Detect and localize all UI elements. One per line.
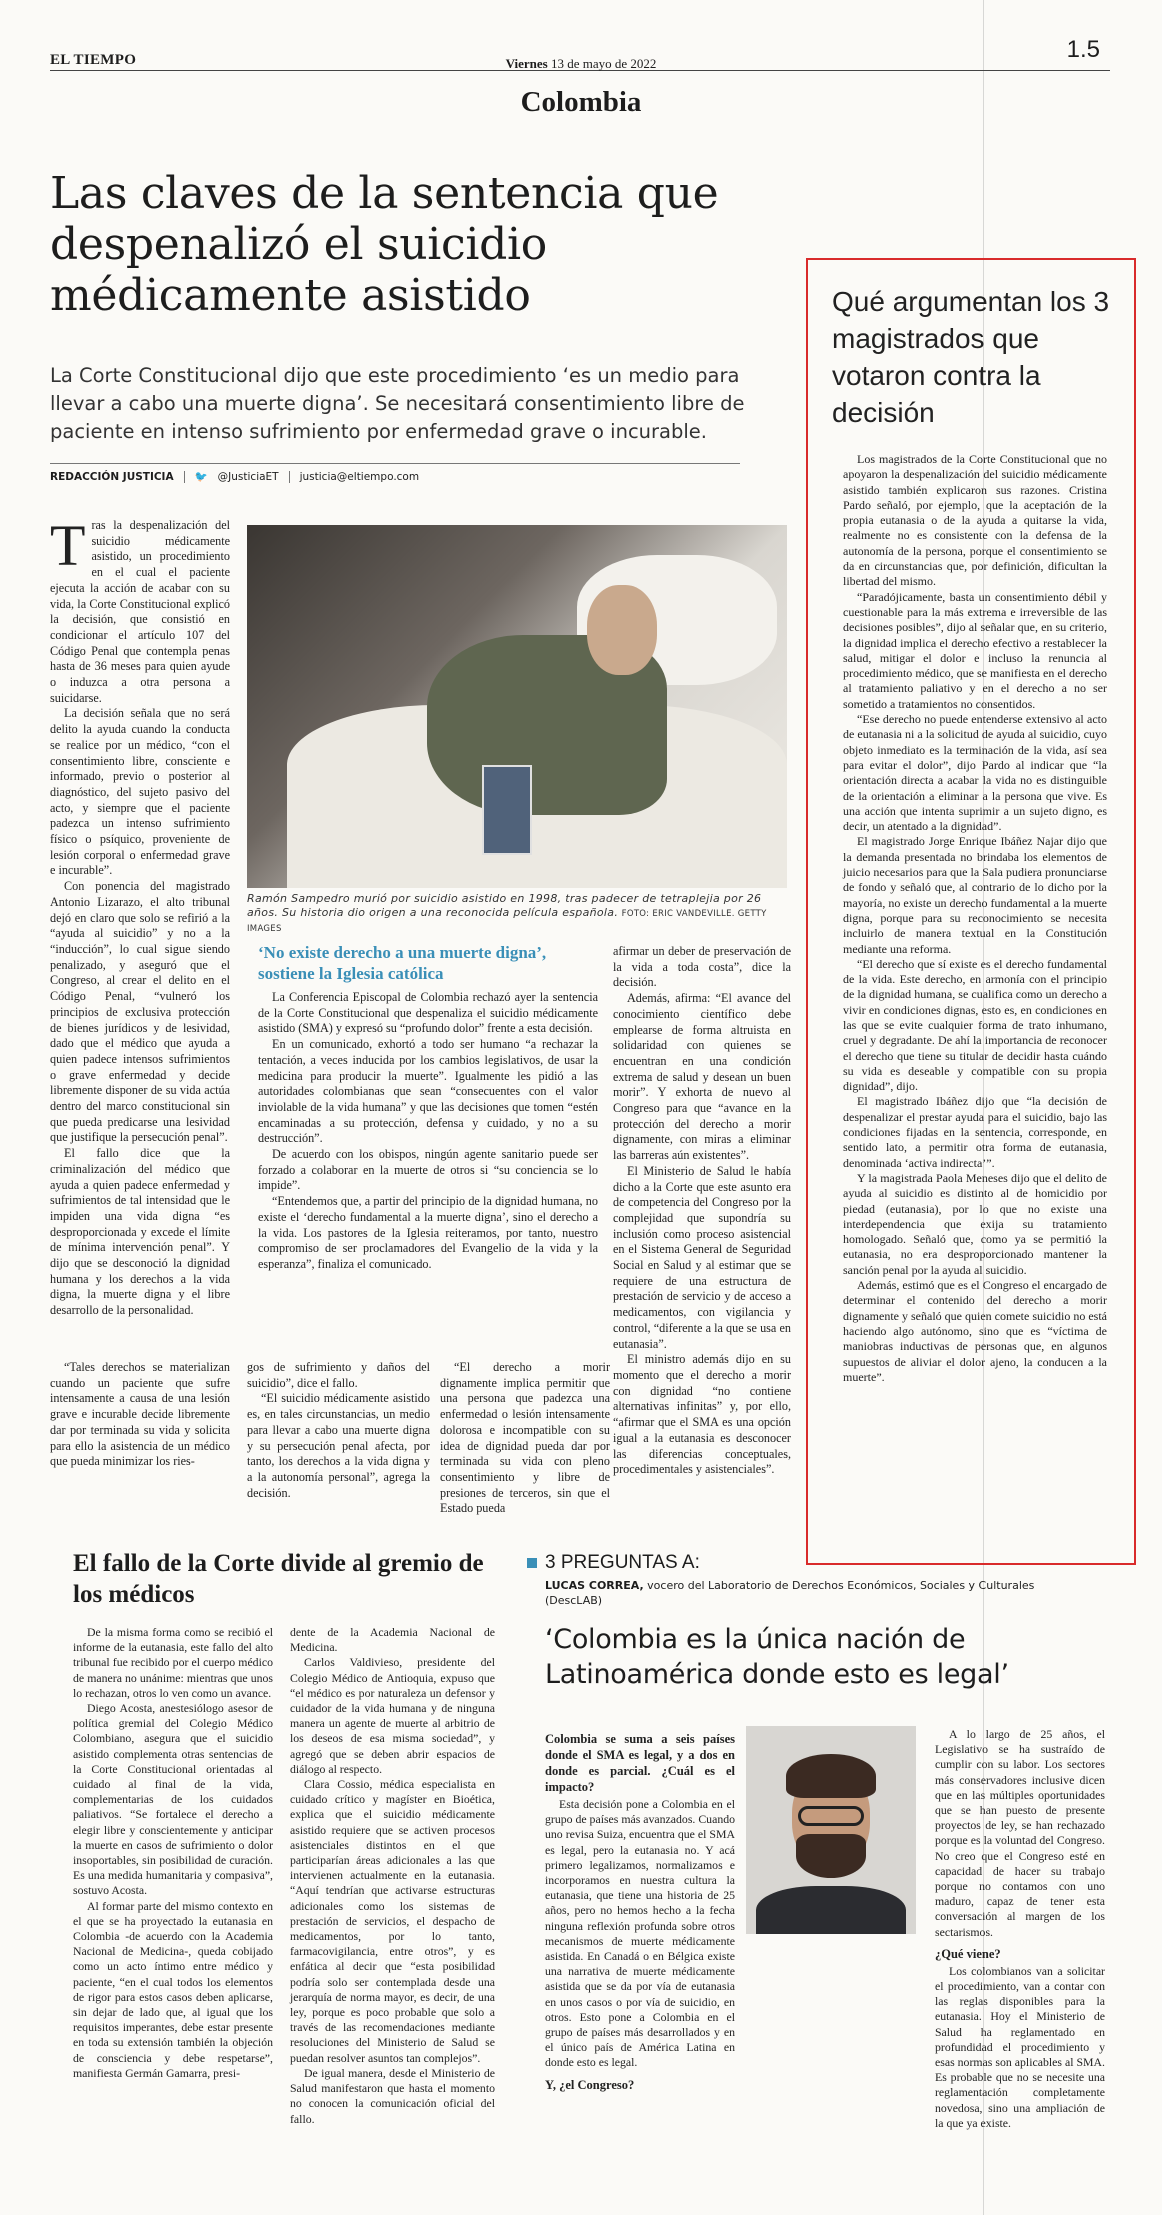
paragraph: “El suicidio médicamente asistido es, en tales circunstancias, un medio para llevar a cabo una muerte digna y su persecución penal afecta, por tanto, los derechos a la vida digna y a la autonomía personal”, agrega la decisión.	[247, 1391, 430, 1500]
paragraph: La decisión señala que no será delito la ayuda cuando la conducta se realice por un médico, “con el consentimiento libre, consciente e informado, previo o posterior al diagnóstico, del sujeto pasivo del acto, y siempre que el paciente padezca un intenso sufrimiento físico o psíquico, proveniente de lesión corporal o enfermedad grave e incurable”.	[50, 706, 230, 878]
drop-cap: T	[50, 513, 86, 578]
date-rest: 13 de mayo de 2022	[550, 56, 657, 71]
paragraph: Diego Acosta, anestesiólogo asesor de política gremial del Colegio Médico Colombiano, asegura que el suicidio asistido complementa otras sentencias de la Corte Constitucional orientadas al cuidado al final de la vida, complementarias de los cuidados paliativos. “Se fortalece el derecho a elegir libre y conscientemente y anticipar la muerte en casos de sufrimiento o dolor insoportables, sin posibilidad de curación. Es una medida humanitaria y compasiva”, sostuvo Acosta.	[73, 1701, 273, 1898]
date-day: Viernes	[505, 56, 548, 71]
byline-twitter[interactable]: @JusticiaET	[217, 470, 279, 483]
paragraph: Al formar parte del mismo contexto en el que se ha proyectado la eutanasia en Colombia -de acuerdo con la Academia Nacional de Medicina-, queda cobijado como un acto íntimo entre médico y paciente, “en el cual todos los elementos de rigor para estos casos deben aplicarse, sin dejar de lado que, al igual que los requisitos imperantes, debe estar presente en toda su extensión también la objeción de consciencia y debe respetarse”, manifiesta Germán Gamarra, presi-	[73, 1898, 273, 2080]
doctors-column-1	[73, 1625, 273, 2081]
answer: A lo largo de 25 años, el Legislativo se ha sustraído de cumplir con su labor. Los sectores más conservadores inclusive dicen que en las múltiples oportunidades que se han puesto de presente proyectos de ley, se han rechazado porque es la voluntad del Congreso. No creo que el Congreso esté en capacidad de hacer su trabajo porque no contamos con uno maduro, capaz de tener esta conversación al margen de los sectarismos.	[935, 1727, 1105, 1939]
paragraph: “Ese derecho no puede entenderse extensivo al acto de eutanasia ni a la solicitud de ayuda al suicidio, cuyo objeto inmediato es la terminación de la vida, así sea para evitar el dolor”, dijo Pardo al indicar que “la orientación directa a acabar la vida no es distinguible de la orientación a eliminar a la persona que vive. Es una acción que intenta suprimir a un sujeto digno, es decir, un atentado a la dignidad”.	[843, 712, 1107, 834]
caption-text: Ramón Sampedro murió por suicidio asistido en 1998, tras padecer de tetraplejia por 26 años. Su historia dio origen a una reconocida película española.	[247, 892, 762, 919]
church-subheading: ‘No existe derecho a una muerte digna’, sostiene la Iglesia católica	[258, 943, 547, 983]
paragraph: Además, estimó que es el Congreso el encargado de determinar el contenido del derecho a morir dignamente y señaló que quien comete suicidio no está haciendo algo autónomo, sino que es “víctima de maniobras inductivas de personas que, en algunos supuestos de aliviar el dolor ajeno, la conducen a la muerte”.	[843, 1278, 1107, 1384]
questions-tag	[527, 1552, 700, 1574]
paragraph: “Paradójicamente, basta un consentimiento débil y cuestionable para la más extrema e irreversible de las decisiones posibles”, dijo al señalar que, en su criterio, la dignidad implica el derecho efectivo a restablecer la salud, mitigar el dolor e incluso la renuncia al procedimiento médico, que se manifiesta en el derecho al tratamiento paliativo y en el derecho a no ser sometido a tratamientos no consentidos.	[843, 589, 1107, 711]
article-column-3-bottom	[440, 1360, 610, 1517]
paragraph: De acuerdo con los obispos, ningún agente sanitario puede ser forzado a colaborar en la muerte de otros si “su conciencia se lo impide”.	[258, 1147, 598, 1193]
paragraph: El magistrado Jorge Enrique Ibáñez Najar dijo que la demanda presentada no brindaba los elementos de juicio necesarios para que la Sala pudiera pronunciarse de fondo y señaló que, al contrario de lo dicho por la mayoría, no existe un derecho fundamental a la muerte digna, porque para su reconocimiento se necesita incluirlo de manera textual en la Constitución mediante una reforma.	[843, 834, 1107, 956]
section-title: Colombia	[520, 86, 642, 118]
square-bullet-icon	[527, 1558, 537, 1568]
byline-email[interactable]: justicia@eltiempo.com	[299, 470, 420, 483]
byline-divider	[289, 471, 290, 483]
deck: La Corte Constitucional dijo que este procedimiento ‘es un medio para llevar a cabo una muerte digna’. Se necesitará consentimiento libre de paciente en intenso sufrimiento por enfermedad grave o incurable.	[50, 364, 745, 443]
masthead: EL TIEMPO	[50, 52, 137, 68]
question: ¿Qué viene?	[935, 1946, 1001, 1961]
paragraph: gos de sufrimiento y daños del suicidio”, dice el fallo.	[247, 1360, 430, 1390]
paragraph: Clara Cossio, médica especialista en cuidado crítico y magíster en Bioética, explica que el suicidio médicamente asistido requiere que se activen procesos asistenciales distintos en el que participarían áreas adicionales a las que intervienen actualmente en la eutanasia. “Aquí tendrían que activarse estructuras adicionales como los sistemas de prestación de servicios, el despacho de medicamentos, por lo tanto, farmacovigilancia, entre otros”, y es enfática al decir que “esta posibilidad podría solo ser contemplada desde una jerarquía de norma mayor, es decir, de una ley, porque es poco probable que solo a través de las recomendaciones mediante resoluciones del Ministerio de Salud se puedan resolver asuntos tan complejos”.	[290, 1777, 495, 2065]
sidebar-heading: Qué argumentan los 3 magistrados que votaron contra la decisión	[832, 286, 1110, 428]
answer: Los colombianos van a solicitar el procedimiento, van a contar con las reglas disponibles para la eutanasia. Hoy el Ministerio de Salud ha reglamentado en profundidad el procedimiento y esas normas son aplicables al SMA. Es probable que no se necesite una reglamentación completamente novedosa, sino una ampliación de la que ya existe.	[935, 1963, 1105, 2130]
interviewee-name: LUCAS CORREA,	[545, 1579, 644, 1592]
interview-column-1	[545, 1725, 735, 2095]
interviewee	[545, 1578, 1045, 1608]
byline	[50, 463, 740, 483]
interviewee-portrait	[746, 1726, 916, 1934]
sidebar-column	[843, 452, 1107, 1385]
date-line	[0, 56, 1162, 72]
paragraph: Con ponencia del magistrado Antonio Lizarazo, el alto tribunal dejó en claro que solo se refirió a la “ayuda al suicidio” y no a la “inducción”, lo cual sigue siendo penalizado, y aseguró que el Congreso, al crear el delito en el Código Penal, “vulneró los principios de exclusiva protección de bienes jurídicos y de lesividad, dado que el médico que ayuda a quien padece intensos sufrimientos o grave enfermedad y decide libremente disponer de su vida actúa dentro del marco constitucional sin que pueda predicarse una lesividad que justifique la persecución penal”.	[50, 879, 230, 1145]
paragraph: De la misma forma como se recibió el informe de la eutanasia, este fallo del alto tribunal fue recibido por el cuerpo médico de manera no unánime: mientras que unos lo rechazan, otros lo ven como un avance.	[73, 1625, 273, 1700]
photo-credit: FOTO: ERIC VANDEVILLE. GETTY IMAGES	[247, 909, 767, 934]
article-column-1	[50, 513, 230, 1319]
byline-divider	[184, 471, 185, 483]
paragraph: “El derecho a morir dignamente implica permitir que una persona que padezca una enfermedad o lesión intensamente dolorosa e incompatible con su idea de dignidad pueda dar por terminada su vida con pleno consentimiento y libre de presiones de terceros, sin que el Estado pueda	[440, 1360, 610, 1516]
paragraph: “Entendemos que, a partir del principio de la dignidad humana, no existe el ‘derecho fundamental a la muerte digna’, sino el derecho a la vida. Los pastores de la Iglesia reiteramos, por tanto, nuestro compromiso de ser proclamadores del Evangelio de la vida y la esperanza”, finaliza el comunicado.	[258, 1194, 598, 1271]
paragraph: Los magistrados de la Corte Constitucional que no apoyaron la despenalización del suicidio médicamente asistido también explicaron sus razones. Cristina Pardo señaló, por ejemplo, que la aceptación de la propia eutanasia o de la ayuda a quitarse la vida, realmente no es consistente con la defensa de la autonomía de la persona, porque el consentimiento se da en circunstancias que, por definición, dificultan la libertad del mismo.	[843, 452, 1107, 589]
paragraph: afirmar un deber de preservación de la vida a toda costa”, dice la decisión.	[613, 944, 791, 990]
paragraph: Y la magistrada Paola Meneses dijo que el delito de ayuda al suicidio es distinto al de homicidio por piedad (eutanasia), por lo que no existe una interdependencia que exija su tratamiento homologado. Señaló que, como ya se permitió la eutanasia, no era desproporcionado mantener la sanción penal por la ayuda al suicidio.	[843, 1170, 1107, 1277]
interviewee-role: vocero del Laboratorio de Derechos Económicos, Sociales y Culturales (DescLAB)	[545, 1579, 1035, 1607]
paragraph: ras la despenalización del suicidio médicamente asistido, un procedimiento en el cual el paciente ejecuta la acción de acabar con su vida, la Corte Constitucional explicó la decisión, que consistió en condicionar el artículo 107 del Código Penal que contempla penas hasta de 36 meses para quien ayude o induzca a otra persona a suicidarse.	[50, 518, 230, 705]
page-number: 1.5	[1066, 36, 1100, 63]
headline: Las claves de la sentencia que despenalizó el suicidio médicamente asistido	[50, 168, 719, 321]
interview-headline: ‘Colombia es la única nación de Latinoamérica donde esto es legal’	[545, 1624, 1009, 1690]
paragraph: dente de la Academia Nacional de Medicina.	[290, 1625, 495, 1655]
doctors-heading: El fallo de la Corte divide al gremio de los médicos	[73, 1550, 484, 1608]
paragraph: El ministro además dijo en su momento que el derecho a morir con dignidad “no contiene alternativas infinitas” y, por ello, “afirmar que el SMA es una opción igual a la eutanasia es desconocer las diferencias conceptuales, procedimentales y asistenciales”.	[613, 1352, 791, 1477]
church-column	[258, 990, 598, 1273]
paragraph: El fallo dice que la criminalización del médico que ayuda a quien padece enfermedad y sufrimientos de tal intensidad que le impiden una vida digna “es desproporcionada y excede el límite de mínima intervención penal”. Y dijo que se desconoció la dignidad humana y los derechos a la vida digna, la muerte digna y el libre desarrollo de la personalidad.	[50, 1146, 230, 1318]
paragraph: De igual manera, desde el Ministerio de Salud manifestaron que hasta el momento no conocen la comunicación oficial del fallo.	[290, 2065, 495, 2126]
paragraph: El magistrado Ibáñez dijo que “la decisión de despenalizar el prestar ayuda para el suicidio, bajo las condiciones fijadas en la sentencia, corresponde, en sentido lato, a permitir otra forma de eutanasia, denominada ‘activa indirecta’”.	[843, 1094, 1107, 1170]
question: Y, ¿el Congreso?	[545, 2077, 635, 2092]
paragraph: “Tales derechos se materializan cuando un paciente que sufre intensamente a causa de una lesión grave e incurable decide libremente dar por terminada su vida y solicita para ello la asistencia de un médico que pueda minimizar los ries-	[50, 1360, 230, 1469]
twitter-icon: 🐦	[194, 471, 208, 483]
question: Colombia se suma a seis países donde el SMA es legal, y a dos en donde es parcial. ¿Cuál es el impacto?	[545, 1732, 735, 1794]
paragraph: En un comunicado, exhortó a todo ser humano “a rechazar la tentación, a veces inducida por los cambios legislativos, de usar la medicina para producir la muerte”. Igualmente les pidió a las autoridades colombianas que sean “consecuentes con el valor inviolable de la vida humana” y que las decisiones que tomen “estén encaminadas a su protección, defensa y cuidado, y no a su destrucción”.	[258, 1037, 598, 1146]
questions-tag-label: 3 PREGUNTAS A:	[545, 1552, 700, 1573]
interview-column-2	[935, 1727, 1105, 2131]
byline-author: REDACCIÓN JUSTICIA	[50, 470, 174, 483]
article-column-1-bottom	[50, 1360, 230, 1470]
article-column-3	[613, 944, 791, 1478]
article-photo	[247, 525, 787, 888]
answer: Esta decisión pone a Colombia en el grupo de países más avanzados. Cuando uno revisa Suiza, encuentra que el SMA es legal, pero la eutanasia no. Y acá primero legalizamos, normalizamos e incorporamos en nuestra cultura la eutanasia, que tiene una historia de 25 años, pero no hemos hecho a la fecha ninguna reflexión profunda sobre otros mecanismos de muerte médicamente asistida. En Canadá o en Bélgica existe una narrativa de muerte médicamente asistida que se da por vía de eutanasia en unos casos o por vía de suicidio, en otros. Esto pone a Colombia en el grupo de países más desarrollados y en el único país de América Latina en donde esto es legal.	[545, 1797, 736, 2070]
paragraph: Carlos Valdivieso, presidente del Colegio Médico de Antioquia, expuso que “el médico es por naturaleza un defensor y cuidador de la vida humana y de ninguna manera un agente de muerte al arbitrio de los deseos de esa misma sociedad”, y agregó que se deben abrir espacios de diálogo al respecto.	[290, 1655, 495, 1776]
paragraph: La Conferencia Episcopal de Colombia rechazó ayer la sentencia de la Corte Constitucional que despenaliza el suicidio médicamente asistido (SMA) y expresó su “profundo dolor” frente a esta decisión.	[258, 990, 598, 1036]
article-column-2-bottom	[247, 1360, 430, 1501]
doctors-column-2	[290, 1625, 495, 2127]
paragraph: El Ministerio de Salud le había dicho a la Corte que este asunto era de competencia del Congreso por la complejidad que supondría su inclusión como proceso asistencial en el Sistema General de Seguridad Social en Salud y al estimar que se requiere de una estructura de prestación de servicio y de acceso a medicamentos, con vigilancia y control, “diferente a la que se usa en eutanasia”.	[613, 1163, 791, 1351]
paragraph: Además, afirma: “El avance del conocimiento científico debe emplearse de forma altruista en solidaridad con quienes se encuentran en una condición extrema de salud y desean un buen morir”. Y exhorta de nuevo al Congreso para que “avance en la protección del derecho a morir dignamente, con miras a eliminar las barreras aún existentes”.	[613, 991, 791, 1163]
photo-caption	[247, 892, 787, 936]
paragraph: “El derecho que sí existe es el derecho fundamental de la vida. Este derecho, en armonía con el principio de la dignidad humana, se cualifica como un derecho a vivir en condiciones dignas, esto es, en condiciones en las que se evite cualquier forma de trato inhumano, cruel y degradante. De ahí la importancia de reconocer el derecho que tiene su titular de decidir hasta cuándo su vida es deseable y compatible con su propia dignidad”, dijo.	[843, 956, 1107, 1094]
